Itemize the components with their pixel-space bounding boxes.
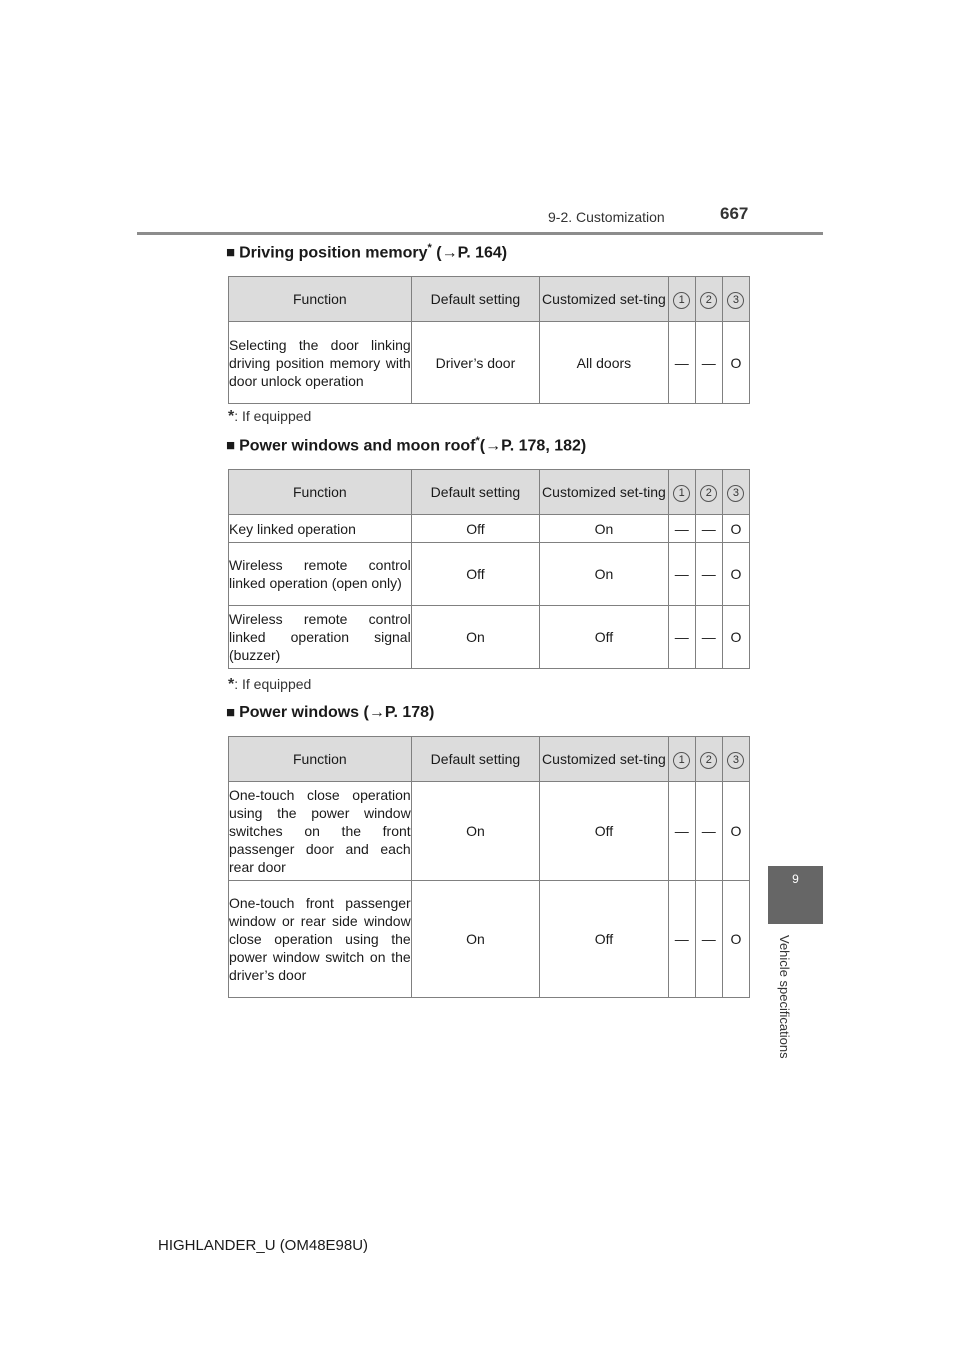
cell-col-2: — (695, 543, 722, 606)
square-bullet-icon: ■ (226, 437, 236, 455)
table-row (229, 543, 750, 606)
chapter-tab (768, 866, 823, 924)
footnote (228, 408, 311, 426)
cell-col-1: — (668, 606, 695, 669)
settings-table-power-windows-moon-roof (228, 469, 750, 669)
cell-customized: Off (540, 881, 668, 998)
square-bullet-icon: ■ (226, 704, 236, 721)
header-customized (540, 737, 668, 782)
table-header-row (229, 277, 750, 322)
circled-3-icon: 3 (727, 292, 744, 309)
footnote (228, 676, 311, 694)
section-title-text: Power windows (239, 704, 360, 721)
cell-customized: On (540, 515, 668, 543)
cell-col-1: — (668, 782, 695, 881)
chapter-label: Vehicle specifications (777, 935, 792, 1059)
cell-function: Wireless remote control linked operation (open only) (229, 543, 412, 606)
footnote-star: * (475, 435, 480, 447)
circled-1-icon: 1 (673, 292, 690, 309)
cell-col-2: — (695, 606, 722, 669)
header-default: Default setting (411, 277, 539, 322)
cell-col-1: — (668, 543, 695, 606)
footnote-star: * (228, 408, 235, 425)
header-rule (137, 232, 823, 235)
square-bullet-icon: ■ (226, 244, 236, 262)
header-col-2 (695, 277, 722, 322)
circled-3-icon: 3 (727, 752, 744, 769)
cell-col-2: — (695, 322, 722, 404)
circled-2-icon: 2 (700, 752, 717, 769)
circled-1-icon: 1 (673, 485, 690, 502)
header-col-3 (722, 470, 749, 515)
cell-col-1: — (668, 515, 695, 543)
cell-function: One-touch front passenger window or rear side window close operation using the power window switch on the driver’s door (229, 881, 412, 998)
footnote-star: * (427, 242, 432, 254)
header-col-2 (695, 470, 722, 515)
header-col-1 (668, 470, 695, 515)
circled-2-icon: 2 (700, 292, 717, 309)
header-customized (540, 470, 668, 515)
footnote-star: * (228, 676, 235, 693)
header-customized (540, 277, 668, 322)
circled-2-icon: 2 (700, 485, 717, 502)
cell-col-3: O (722, 322, 749, 404)
page-reference: (→P. 178, 182) (479, 437, 587, 455)
header-customized-text: Customized set-ting (542, 750, 666, 767)
header-default: Default setting (411, 470, 539, 515)
cell-col-2: — (695, 782, 722, 881)
header-function: Function (229, 277, 412, 322)
cell-default: On (411, 606, 539, 669)
page-number: 667 (720, 204, 749, 223)
cell-col-3: O (722, 606, 749, 669)
header-customized-text: Customized set-ting (542, 290, 666, 307)
table-header-row (229, 737, 750, 782)
cell-default: On (411, 881, 539, 998)
section-title-text: Driving position memory (239, 244, 428, 262)
section-title-driving-position-memory (226, 242, 507, 262)
cell-customized: Off (540, 606, 668, 669)
header-default: Default setting (411, 737, 539, 782)
cell-col-1: — (668, 322, 695, 404)
header-col-1 (668, 277, 695, 322)
cell-function: Selecting the door linking driving position memory with door unlock operation (229, 322, 412, 404)
manual-footer: HIGHLANDER_U (OM48E98U) (158, 1237, 369, 1254)
cell-customized: Off (540, 782, 668, 881)
table-header-row (229, 470, 750, 515)
table-row (229, 782, 750, 881)
cell-col-3: O (722, 881, 749, 998)
cell-customized: On (540, 543, 668, 606)
page-reference: (→P. 164) (436, 244, 508, 262)
header-function: Function (229, 470, 412, 515)
circled-1-icon: 1 (673, 752, 690, 769)
cell-col-2: — (695, 881, 722, 998)
header-customized-text: Customized set-ting (542, 483, 666, 500)
cell-default: Off (411, 543, 539, 606)
section-title-power-windows-moon-roof (226, 435, 586, 455)
header-function: Function (229, 737, 412, 782)
header-col-1 (668, 737, 695, 782)
cell-customized: All doors (540, 322, 668, 404)
cell-default: On (411, 782, 539, 881)
cell-default: Off (411, 515, 539, 543)
footnote-text: : If equipped (234, 408, 312, 424)
circled-3-icon: 3 (727, 485, 744, 502)
cell-default: Driver’s door (411, 322, 539, 404)
cell-col-3: O (722, 515, 749, 543)
section-header: 9-2. Customization (548, 209, 665, 225)
chapter-number: 9 (792, 872, 799, 886)
table-row (229, 515, 750, 543)
section-title-text: Power windows and moon roof (239, 437, 476, 455)
settings-table-driving-position-memory (228, 276, 750, 404)
footnote-text: : If equipped (234, 676, 312, 692)
cell-col-3: O (722, 543, 749, 606)
header-col-2 (695, 737, 722, 782)
cell-col-3: O (722, 782, 749, 881)
table-row (229, 881, 750, 998)
cell-function: Key linked operation (229, 515, 412, 543)
settings-table-power-windows (228, 736, 750, 998)
cell-col-1: — (668, 881, 695, 998)
cell-col-2: — (695, 515, 722, 543)
cell-function: One-touch close operation using the power window switches on the front passenger door and each rear door (229, 782, 412, 881)
page-reference: (→P. 178) (363, 704, 435, 721)
header-col-3 (722, 737, 749, 782)
section-title-power-windows (226, 704, 434, 722)
cell-function: Wireless remote control linked operation signal (buzzer) (229, 606, 412, 669)
table-row (229, 322, 750, 404)
header-col-3 (722, 277, 749, 322)
table-row (229, 606, 750, 669)
